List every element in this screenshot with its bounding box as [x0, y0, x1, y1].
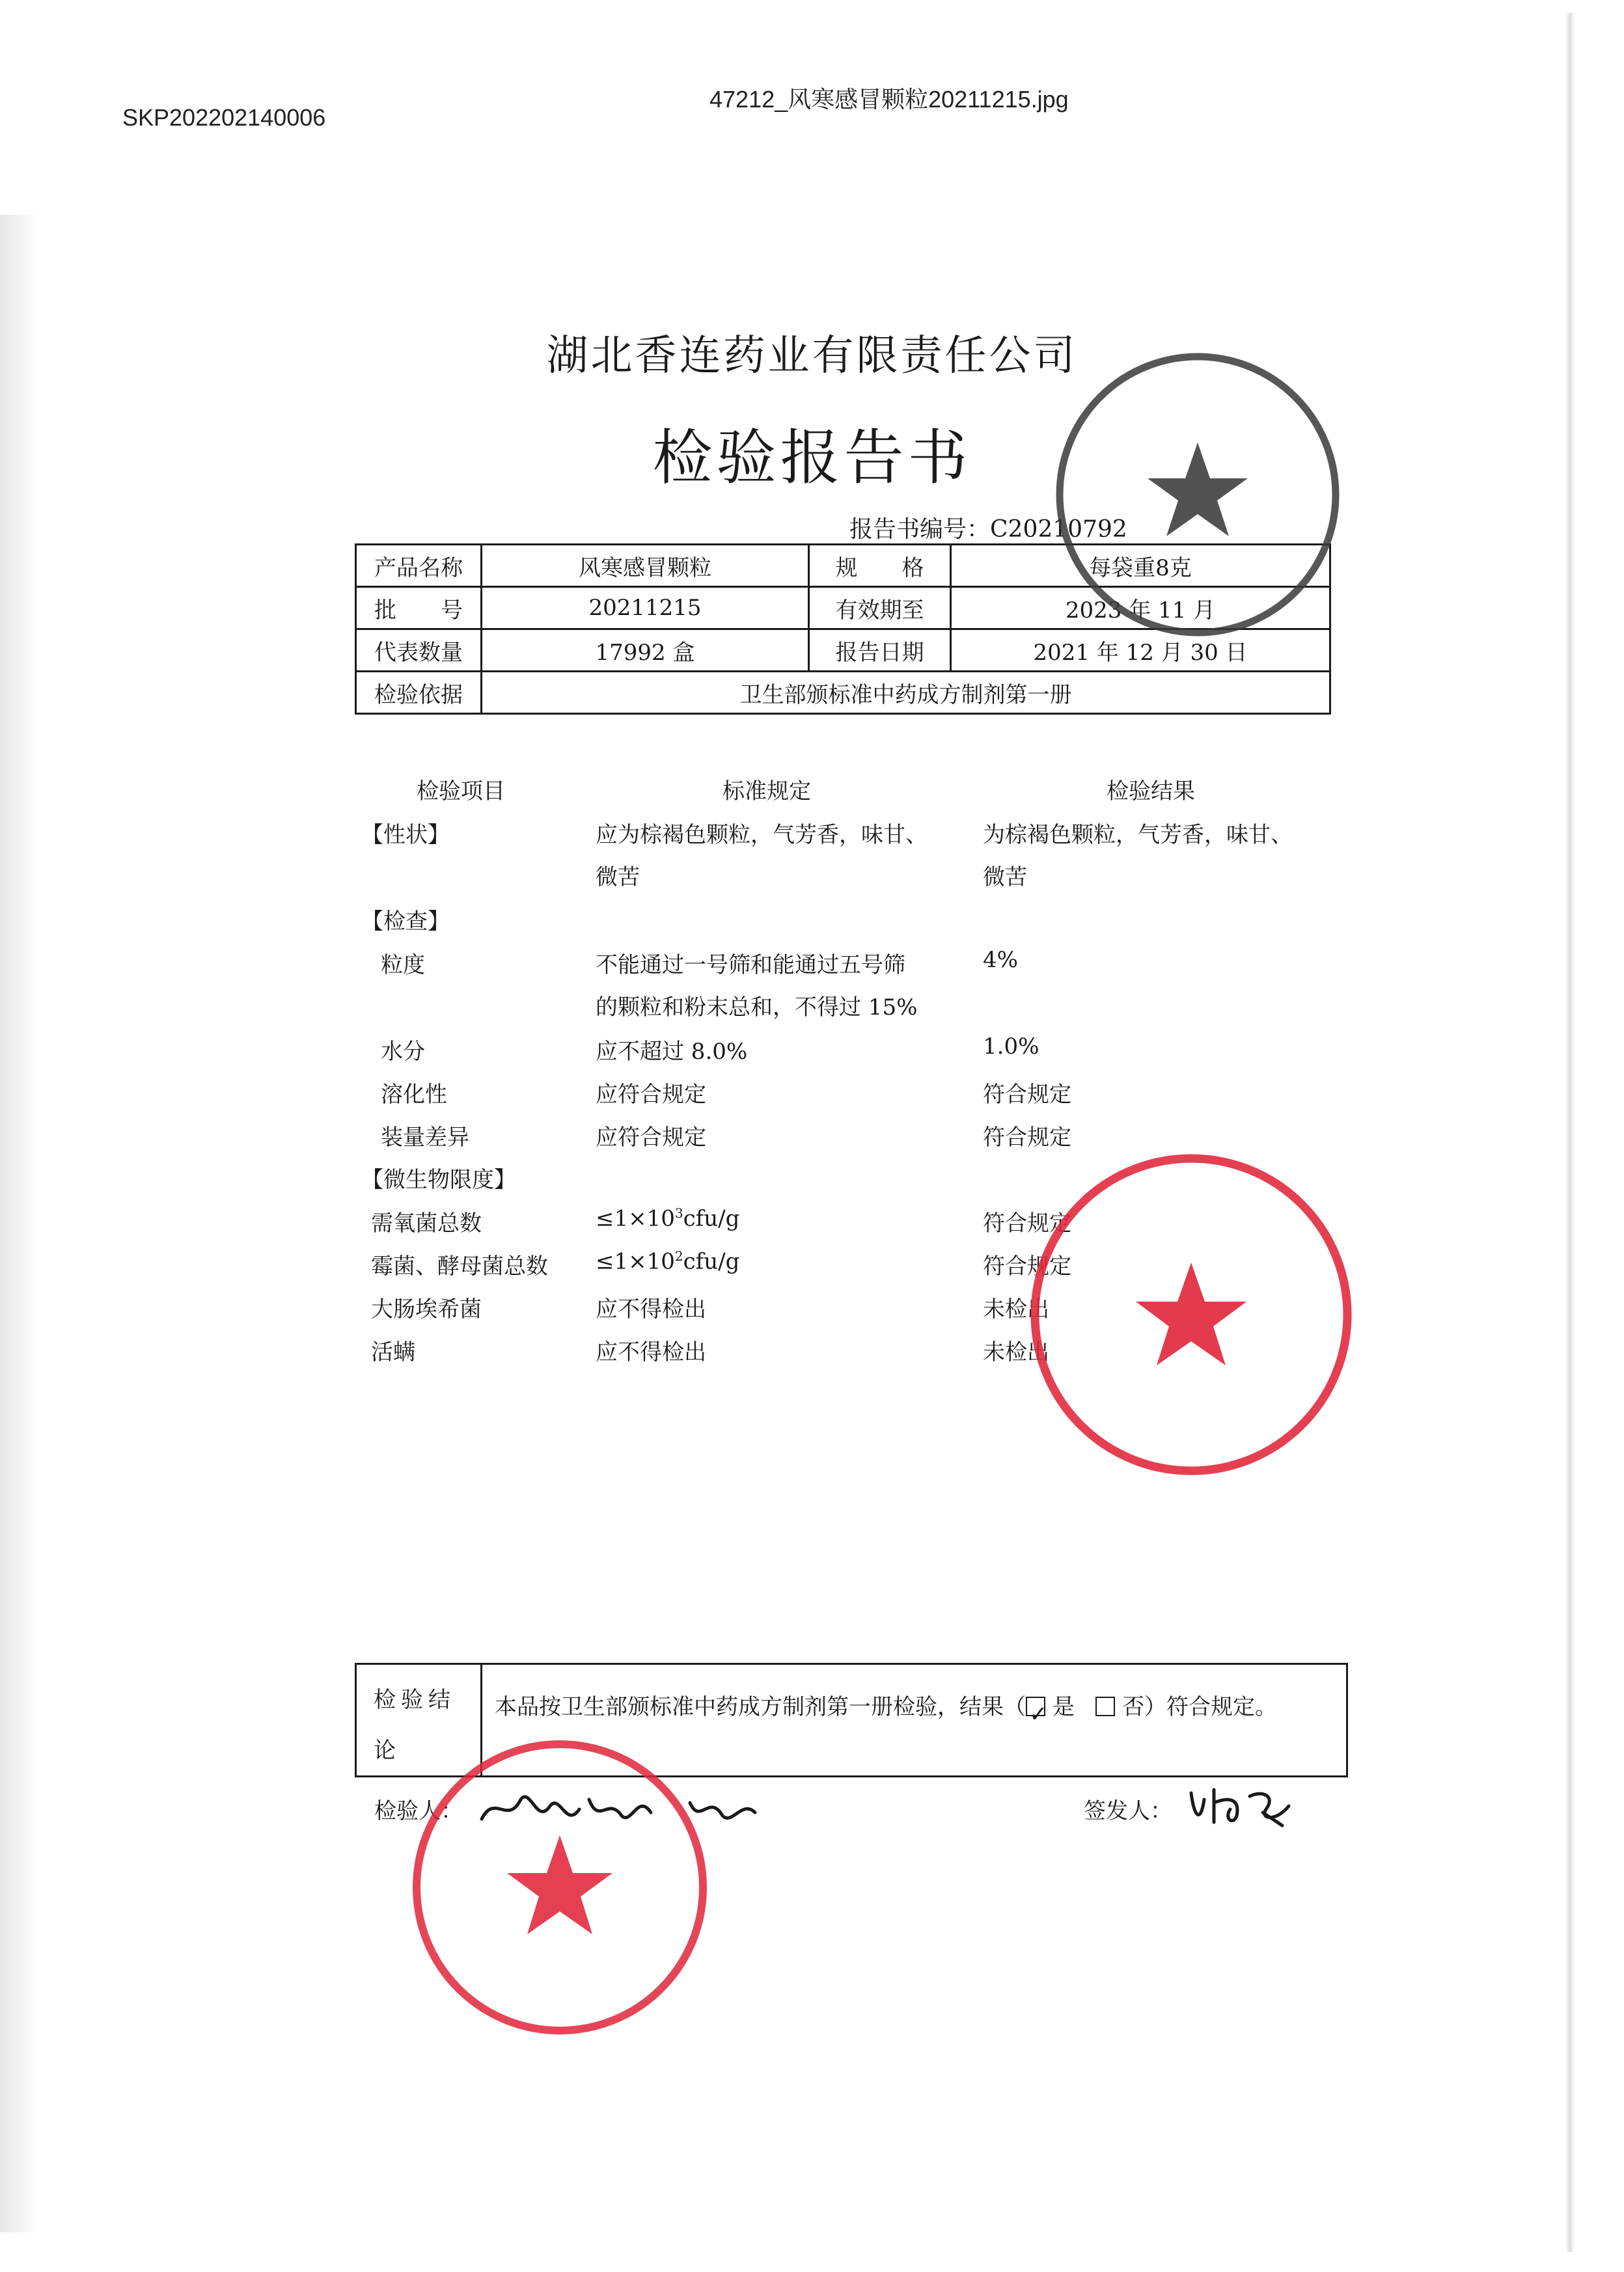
- check-result-moisture: 1.0%: [983, 1033, 1039, 1060]
- microbe-item-aerobic: 需氧菌总数: [371, 1211, 482, 1237]
- microbe-standard-yeast-mold: $\le 1\times 10^2cfu/g$: [596, 1248, 740, 1275]
- issuer-signature: [1185, 1780, 1302, 1832]
- no-checkbox[interactable]: [1095, 1697, 1115, 1716]
- issuer-label: 签发人：: [1084, 1798, 1172, 1824]
- microbe-result-ecoli: 未检出: [983, 1296, 1049, 1322]
- yes-checkbox[interactable]: [1026, 1697, 1045, 1716]
- microbe-result-aerobic: 符合规定: [983, 1211, 1071, 1237]
- section-properties: 【性状】: [361, 822, 450, 848]
- inspector-label: 检验人：: [374, 1798, 463, 1824]
- report-date-label: 报告日期: [809, 629, 951, 672]
- basis-label: 检验依据: [356, 672, 482, 714]
- spec-label: 规 格: [809, 545, 951, 587]
- microbe-standard-ecoli: 应不得检出: [596, 1296, 706, 1322]
- sample-code: SKP202202140006: [122, 104, 326, 131]
- company-name: 湖北香连药业有限责任公司: [546, 332, 1078, 380]
- company-inspection-stamp: [1048, 345, 1347, 644]
- microbe-item-yeast-mold: 霉菌、酵母菌总数: [371, 1253, 548, 1280]
- microbe-standard-aerobic: $\le 1\times 10^3cfu/g$: [596, 1205, 740, 1232]
- check-result-fill-variation: 符合规定: [983, 1125, 1071, 1151]
- check-result-granularity: 4%: [983, 947, 1018, 973]
- column-result: 检验结果: [1107, 778, 1195, 804]
- doc-title: 检验报告书: [652, 423, 972, 493]
- properties-result-line2: 微苦: [983, 864, 1027, 890]
- sichuan-quality-stamp: [1022, 1145, 1360, 1484]
- check-standard-fill-variation: 应符合规定: [596, 1125, 706, 1151]
- info-row-4: [356, 672, 1330, 714]
- shandong-quality-stamp: [404, 1731, 716, 2044]
- batch-value: 20211215: [482, 587, 809, 629]
- microbe-result-yeast-mold: 符合规定: [983, 1253, 1071, 1280]
- conclusion-label-line1: 检验结: [374, 1687, 456, 1713]
- check-item-granularity: 粒度: [381, 952, 425, 978]
- check-standard-moisture: 应不超过 8.0%: [596, 1039, 748, 1065]
- expiry-value: 2023 年 11 月: [951, 587, 1330, 629]
- properties-standard-line1: 应为棕褐色颗粒，气芳香，味甘、: [596, 822, 928, 848]
- check-item-fill-variation: 装量差异: [381, 1125, 469, 1151]
- product-name-label: 产品名称: [356, 545, 482, 587]
- quantity-value: 17992 盒: [482, 629, 809, 672]
- scan-edge-shadow: [0, 215, 39, 2232]
- section-microbe: 【微生物限度】: [361, 1167, 516, 1193]
- check-result-solubility: 符合规定: [983, 1082, 1071, 1108]
- spec-value: 每袋重8克: [951, 545, 1330, 587]
- check-item-moisture: 水分: [381, 1039, 425, 1065]
- check-standard-solubility: 应符合规定: [596, 1082, 706, 1108]
- check-item-solubility: 溶化性: [381, 1082, 447, 1108]
- no-label: 否）符合规定。: [1122, 1694, 1278, 1720]
- file-name: 47212_风寒感冒颗粒20211215.jpg: [709, 86, 1069, 113]
- batch-label: 批 号: [356, 587, 482, 629]
- microbe-item-ecoli: 大肠埃希菌: [371, 1296, 482, 1322]
- properties-standard-line2: 微苦: [596, 864, 640, 890]
- column-standard: 标准规定: [723, 778, 811, 804]
- check-standard-granularity-line2: 的颗粒和粉末总和，不得过 15%: [596, 994, 918, 1020]
- conclusion-text: [495, 1682, 1334, 1732]
- column-item: 检验项目: [417, 778, 505, 804]
- quantity-label: 代表数量: [356, 629, 482, 672]
- report-date-value: 2021 年 12 月 30 日: [951, 629, 1330, 672]
- yes-label: 是: [1052, 1694, 1075, 1720]
- expiry-label: 有效期至: [809, 587, 951, 629]
- report-number: 报告书编号：C20210792: [849, 516, 1127, 543]
- basis-value: 卫生部颁标准中药成方制剂第一册: [482, 672, 1330, 714]
- section-check: 【检查】: [361, 909, 450, 935]
- conclusion-text-before: 本品按卫生部颁标准中药成方制剂第一册检验，结果（: [495, 1694, 1026, 1720]
- conclusion-label-line2: 论: [374, 1738, 396, 1764]
- properties-result-line1: 为棕褐色颗粒，气芳香，味甘、: [983, 822, 1293, 848]
- microbe-standard-mites: 应不得检出: [596, 1339, 706, 1365]
- product-name-value: 风寒感冒颗粒: [482, 545, 809, 587]
- check-standard-granularity-line1: 不能通过一号筛和能通过五号筛: [596, 952, 905, 978]
- microbe-result-mites: 未检出: [983, 1339, 1049, 1365]
- microbe-item-mites: 活螨: [371, 1339, 415, 1365]
